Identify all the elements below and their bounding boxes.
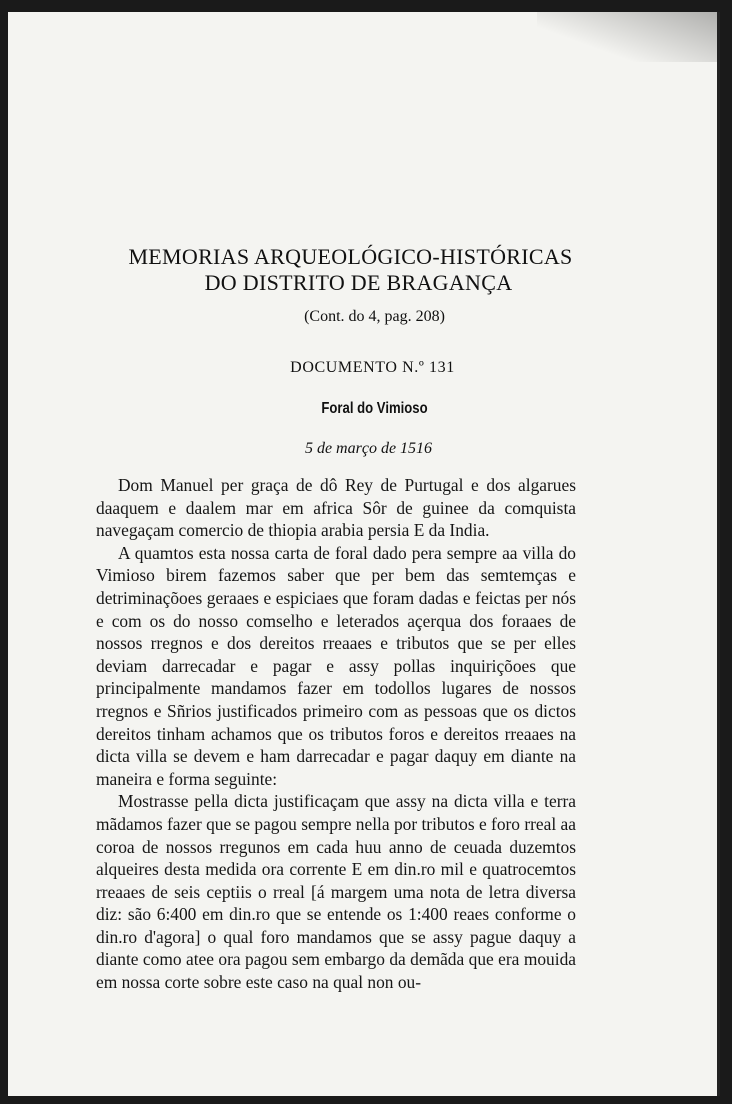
paragraph: Dom Manuel per graça de dô Rey de Purtugal e dos algarues daaquem e daalem mar em africa Sôr de guinee da comquista navegaçam comercio de thiopia arabia persia E da India. (96, 475, 576, 541)
document-title: Foral do Vimioso (321, 400, 428, 417)
paragraph: Mostrasse pella dicta justificaçam que assy na dicta villa e terra mãdamos fazer que se pagou sempre nella por tributos e foro rreal aa coroa de nossos rregunos em cada huu anno de ceuada duzemtos alqueires desta medida ora corrente E em din.ro mil e quatrocemtos rreaaes de seis ceptiis o rreal [á margem uma nota de letra diversa diz: são 6:400 em din.ro que se entende os 1:400 reaes conforme o din.ro d'agora] o qual foro mandamos que se assy pague daquy a diante como atee ora pagou sem embargo da demãda que era mouida em nossa corte sobre este caso na qual non ou- (96, 791, 576, 993)
document-body (96, 474, 576, 994)
page-subtitle: DO DISTRITO DE BRAGANÇA (204, 270, 513, 295)
continuation-note: (Cont. do 4, pag. 208) (304, 308, 445, 325)
document-date: 5 de março de 1516 (304, 440, 433, 457)
document-number: DOCUMENTO N.º 131 (290, 359, 455, 376)
document-page (8, 12, 720, 1096)
page-title: MEMORIAS ARQUEOLÓGICO-HISTÓRICAS (128, 244, 573, 269)
paragraph: A quamtos esta nossa carta de foral dado pera sempre aa villa do Vimioso birem fazemos saber que per bem das semtemças e detriminaçõoes geraaes e espiciaes que foram dadas e feictas per nós e com os do nosso comselho e leterados açerqua dos foraaes de nossos rregnos e dos dereitos rreaaes e tributos que se per elles deviam darrecadar e pagar e assy pollas inquiriçõoes que principalmente mandamos fazer em todollos lugares de nossos rregnos e Sñrios justificados primeiro com as pessoas que os dictos dereitos tinham achamos que os tributos foros e dereitos rreaaes na dicta villa se devem e ham darrecadar e pagar daquy em diante na maneira e forma seguinte: (96, 542, 576, 789)
